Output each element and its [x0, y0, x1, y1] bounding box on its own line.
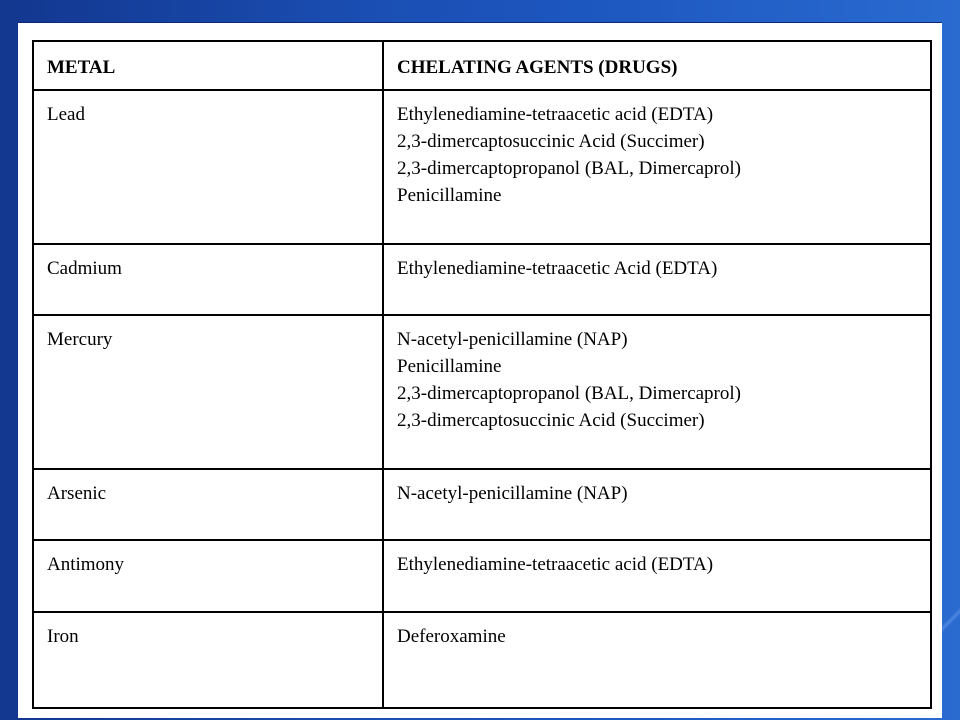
- table-row-iron: [33, 612, 931, 708]
- agent-item: Penicillamine: [397, 185, 502, 206]
- agents-cell: [383, 612, 931, 708]
- metal-cell: Cadmium: [33, 244, 383, 315]
- table-row-arsenic: [33, 469, 931, 540]
- slide-decoration: [942, 520, 960, 720]
- metal-cell: Lead: [33, 90, 383, 244]
- agent-item: 2,3-dimercaptosuccinic Acid (Succimer): [397, 131, 705, 152]
- agents-cell: [383, 315, 931, 469]
- agent-item: Ethylenediamine-tetraacetic Acid (EDTA): [397, 258, 718, 279]
- table-header-row: [33, 41, 931, 90]
- table-row-lead: [33, 90, 931, 244]
- agent-item: Penicillamine: [397, 356, 502, 377]
- agent-item: N-acetyl-penicillamine (NAP): [397, 329, 628, 350]
- agent-item: 2,3-dimercaptopropanol (BAL, Dimercaprol): [397, 383, 741, 404]
- agent-item: Deferoxamine: [397, 626, 506, 647]
- agent-item: N-acetyl-penicillamine (NAP): [397, 483, 628, 504]
- agents-cell: [383, 469, 931, 540]
- metal-cell: Antimony: [33, 540, 383, 612]
- agent-item: Ethylenediamine-tetraacetic acid (EDTA): [397, 554, 714, 575]
- chelating-agents-table: [32, 40, 932, 709]
- table-row-antimony: [33, 540, 931, 612]
- metal-cell: Mercury: [33, 315, 383, 469]
- metal-cell: Arsenic: [33, 469, 383, 540]
- agents-cell: [383, 540, 931, 612]
- agent-item: 2,3-dimercaptosuccinic Acid (Succimer): [397, 410, 705, 431]
- agents-cell: [383, 244, 931, 315]
- header-metal: METAL: [33, 41, 383, 90]
- metal-cell: Iron: [33, 612, 383, 708]
- agent-item: Ethylenediamine-tetraacetic acid (EDTA): [397, 104, 714, 125]
- agents-cell: [383, 90, 931, 244]
- header-chelating-agents: CHELATING AGENTS (DRUGS): [383, 41, 931, 90]
- table-row-cadmium: [33, 244, 931, 315]
- table-row-mercury: [33, 315, 931, 469]
- agent-item: 2,3-dimercaptopropanol (BAL, Dimercaprol): [397, 158, 741, 179]
